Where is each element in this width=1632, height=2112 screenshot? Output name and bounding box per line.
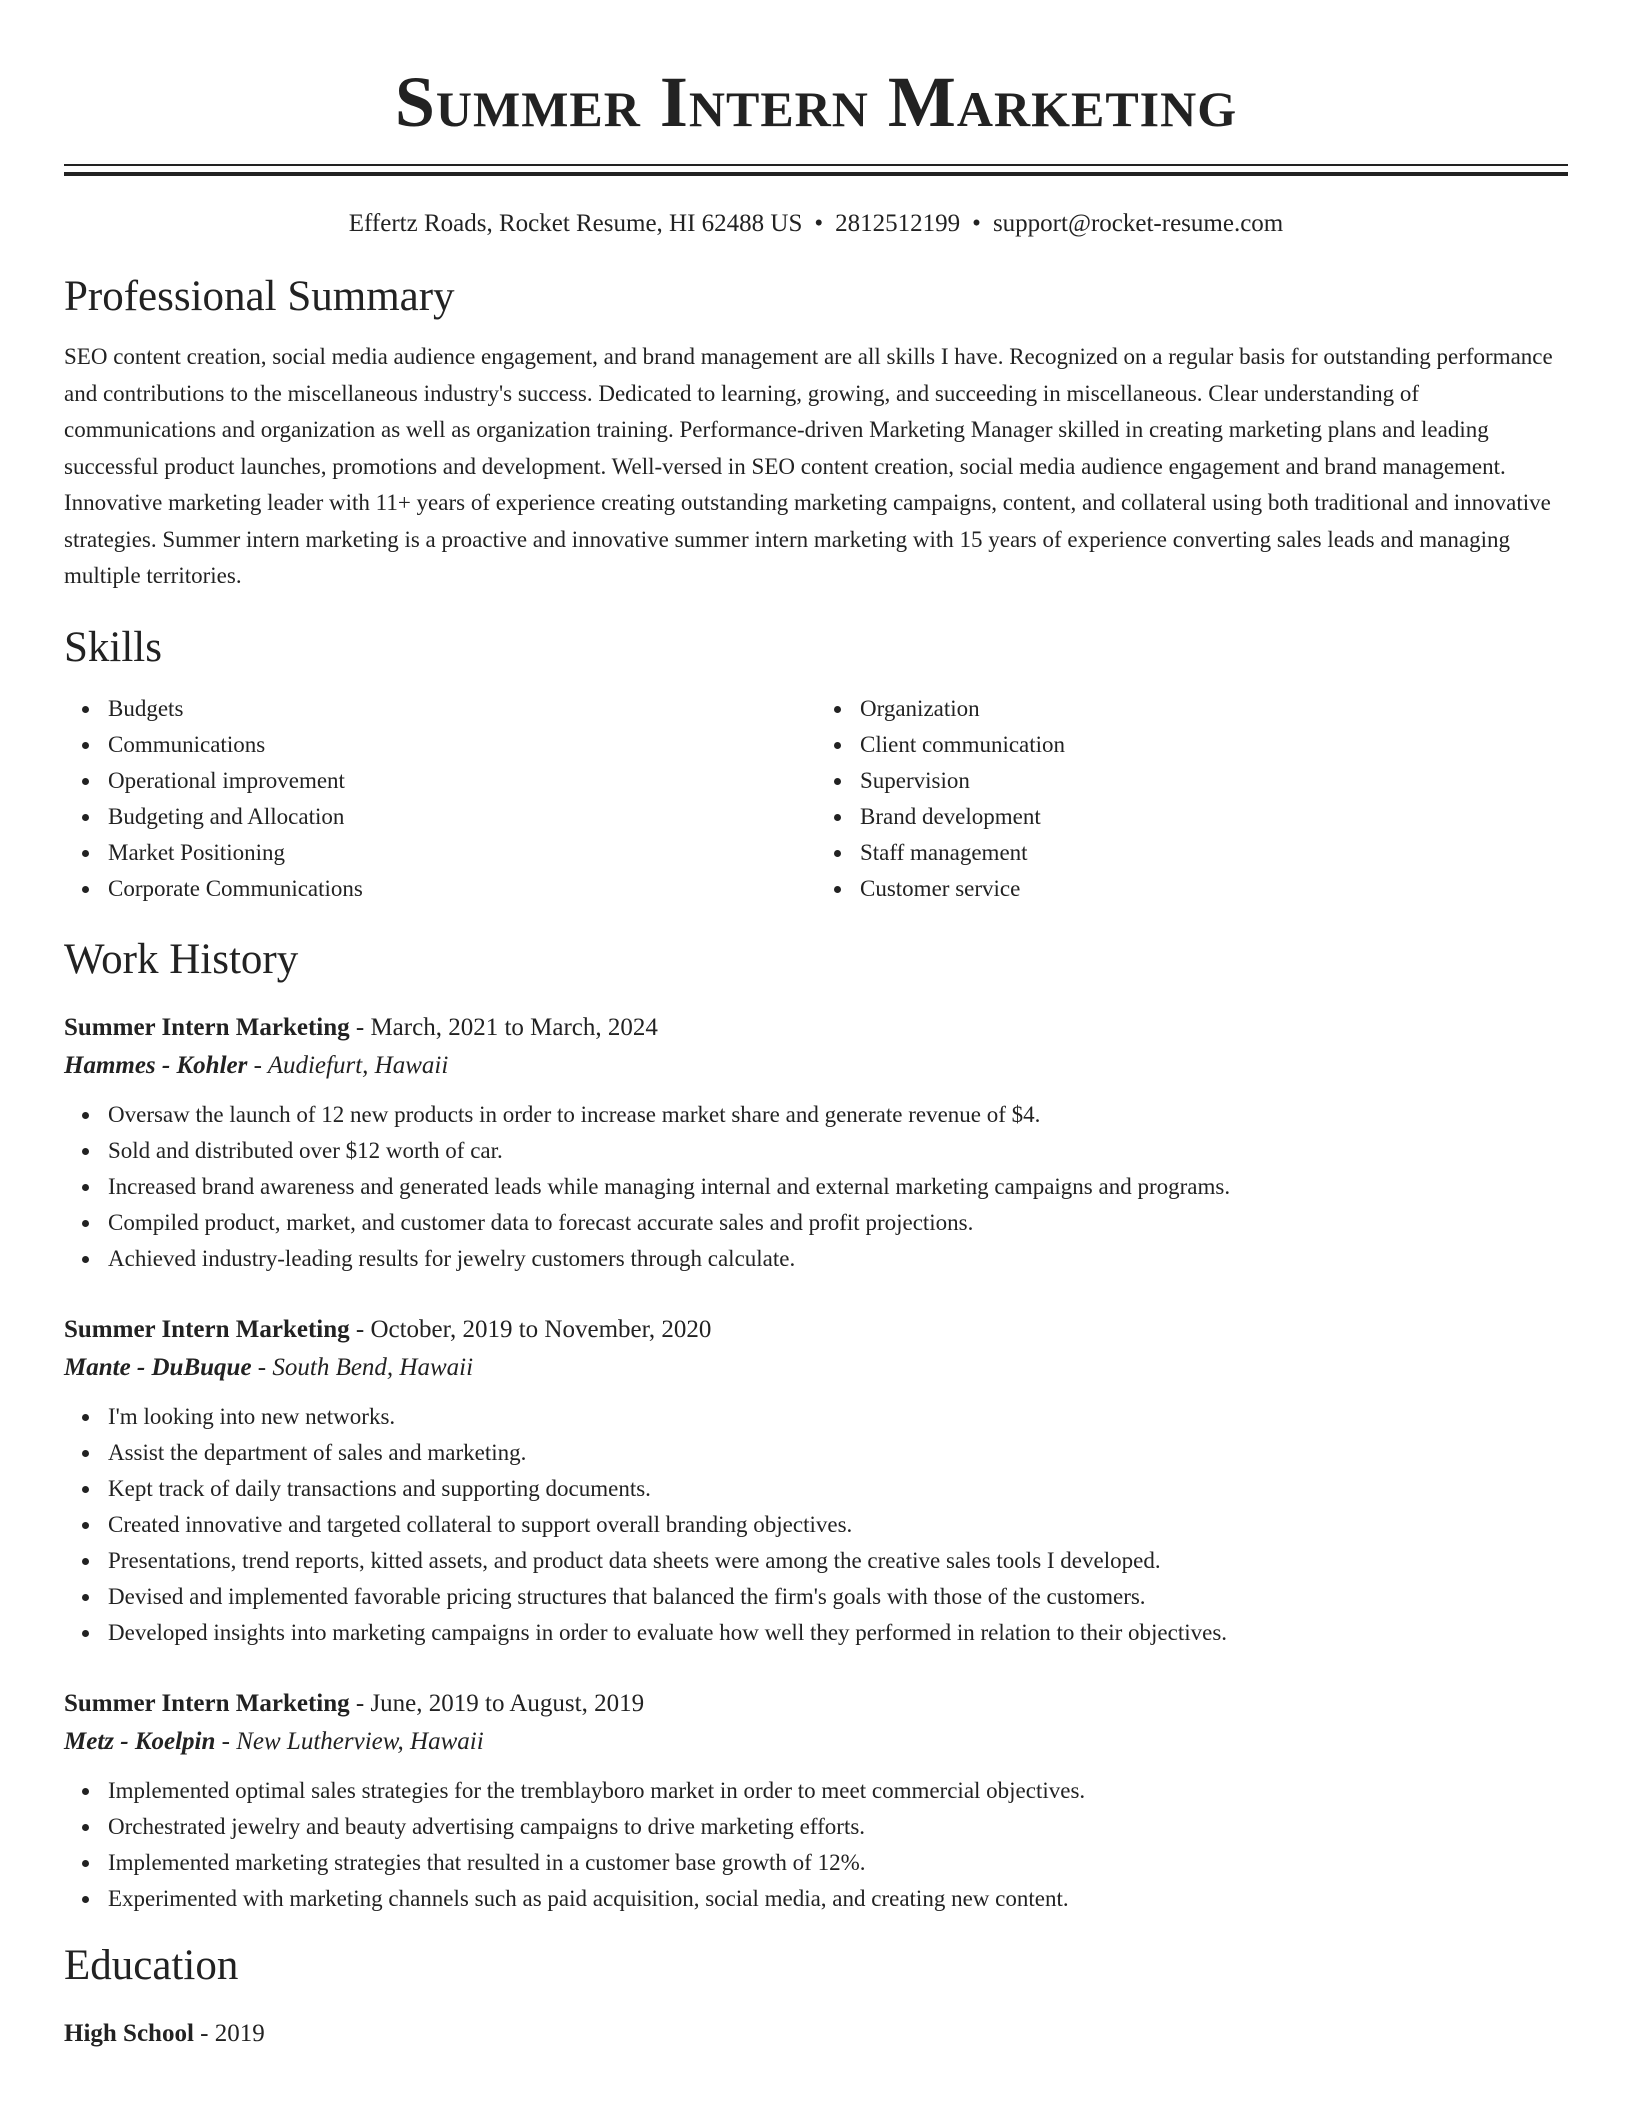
job-bullet: Orchestrated jewelry and beauty advertising campaigns to drive marketing efforts. [108,1809,1568,1845]
education-year: - 2019 [193,2019,265,2047]
job-role: Summer Intern Marketing [64,1315,350,1343]
skill-item: Supervision [860,763,1568,799]
job-bullet: I'm looking into new networks. [108,1399,1568,1435]
skill-item: Communications [108,727,816,763]
contact-address: Effertz Roads, Rocket Resume, HI 62488 US [348,210,803,237]
education-degree: High School [64,2019,194,2047]
job-bullet: Achieved industry-leading results for jewelry customers through calculate. [108,1241,1568,1277]
job-bullet: Developed insights into marketing campaigns in order to evaluate how well they performed in relation to their objectives. [108,1615,1568,1651]
job-company: Hammes - Kohler [64,1051,248,1079]
skill-item: Client communication [860,727,1568,763]
job-role: Summer Intern Marketing [64,1689,350,1717]
education-entry [64,2015,1568,2053]
job-location: - New Lutherview, Hawaii [215,1727,484,1755]
job-bullet: Sold and distributed over $12 worth of car. [108,1133,1568,1169]
job-bullets [64,1773,1568,1917]
contact-email: support@rocket-resume.com [992,210,1284,237]
job-location: - Audiefurt, Hawaii [247,1051,449,1079]
job-company: Metz - Koelpin [64,1727,216,1755]
job-bullet: Devised and implemented favorable pricing structures that balanced the firm's goals with those of the customers. [108,1579,1568,1615]
contact-separator: • [814,210,824,237]
job-bullet: Increased brand awareness and generated leads while managing internal and external marketing campaigns and programs. [108,1169,1568,1205]
candidate-name: Summer Intern Marketing [394,62,1238,142]
skill-item: Organization [860,691,1568,727]
skill-item: Customer service [860,871,1568,907]
job-bullets [64,1097,1568,1277]
skill-item: Brand development [860,799,1568,835]
skills-grid [64,691,1568,907]
job-entry [64,1311,1568,1651]
job-bullet: Oversaw the launch of 12 new products in order to increase market share and generate revenue of $4. [108,1097,1568,1133]
job-company-line [64,1047,1568,1085]
job-bullet: Implemented optimal sales strategies for the tremblayboro market in order to meet commercial objectives. [108,1773,1568,1809]
skills-column-right [816,691,1568,907]
work-history-heading: Work History [64,935,299,983]
job-bullet: Implemented marketing strategies that resulted in a customer base growth of 12%. [108,1845,1568,1881]
job-bullet: Experimented with marketing channels such as paid acquisition, social media, and creating new content. [108,1881,1568,1917]
job-company-line [64,1723,1568,1761]
job-bullet: Kept track of daily transactions and supporting documents. [108,1471,1568,1507]
job-entry [64,1009,1568,1277]
contact-separator: • [972,210,981,237]
job-title-line [64,1009,1568,1047]
job-dates: - October, 2019 to November, 2020 [349,1315,712,1343]
job-bullet: Created innovative and targeted collateral to support overall branding objectives. [108,1507,1568,1543]
job-company-line [64,1349,1568,1387]
header-divider-thin [64,164,1568,166]
job-dates: - March, 2021 to March, 2024 [349,1013,658,1041]
summary-heading: Professional Summary [64,273,455,320]
skill-item: Operational improvement [108,763,816,799]
job-title-line [64,1685,1568,1723]
job-bullet: Compiled product, market, and customer data to forecast accurate sales and profit projections. [108,1205,1568,1241]
summary-text: SEO content creation, social media audience engagement, and brand management are all skills I have. Recognized on a regular basis for outstanding performance and contributions to the miscellaneous industry's success. Dedicated to learning, growing, and succeeding in miscellaneous. Clear understanding of communications and organization as well as organization training. Performance-driven Marketing Manager skilled in creating marketing plans and leading successful product launches, promotions and development. Well-versed in SEO content creation, social media audience engagement and brand management. Innovative marketing leader with 11+ years of experience creating outstanding marketing campaigns, content, and collateral using both traditional and innovative strategies. Summer intern marketing is a proactive and innovative summer intern marketing with 15 years of experience converting sales leads and managing multiple territories. [64,344,1553,588]
job-bullets [64,1399,1568,1651]
contact-line [64,206,1568,242]
job-company: Mante - DuBuque [64,1353,252,1381]
job-location: - South Bend, Hawaii [251,1353,474,1381]
job-title-line [64,1311,1568,1349]
skills-heading: Skills [64,623,162,671]
contact-phone: 2812512199 [835,210,961,237]
job-bullet: Presentations, trend reports, kitted assets, and product data sheets were among the creative sales tools I developed. [108,1543,1568,1579]
job-role: Summer Intern Marketing [64,1013,350,1041]
skill-item: Staff management [860,835,1568,871]
job-dates: - June, 2019 to August, 2019 [349,1689,645,1717]
skill-item: Corporate Communications [108,871,816,907]
skills-column-left [64,691,816,907]
header-divider-thick [64,172,1568,176]
job-bullet: Assist the department of sales and marketing. [108,1435,1568,1471]
skill-item: Budgets [108,691,816,727]
education-heading: Education [64,1941,239,1989]
job-entry [64,1685,1568,1917]
skill-item: Budgeting and Allocation [108,799,816,835]
skill-item: Market Positioning [108,835,816,871]
